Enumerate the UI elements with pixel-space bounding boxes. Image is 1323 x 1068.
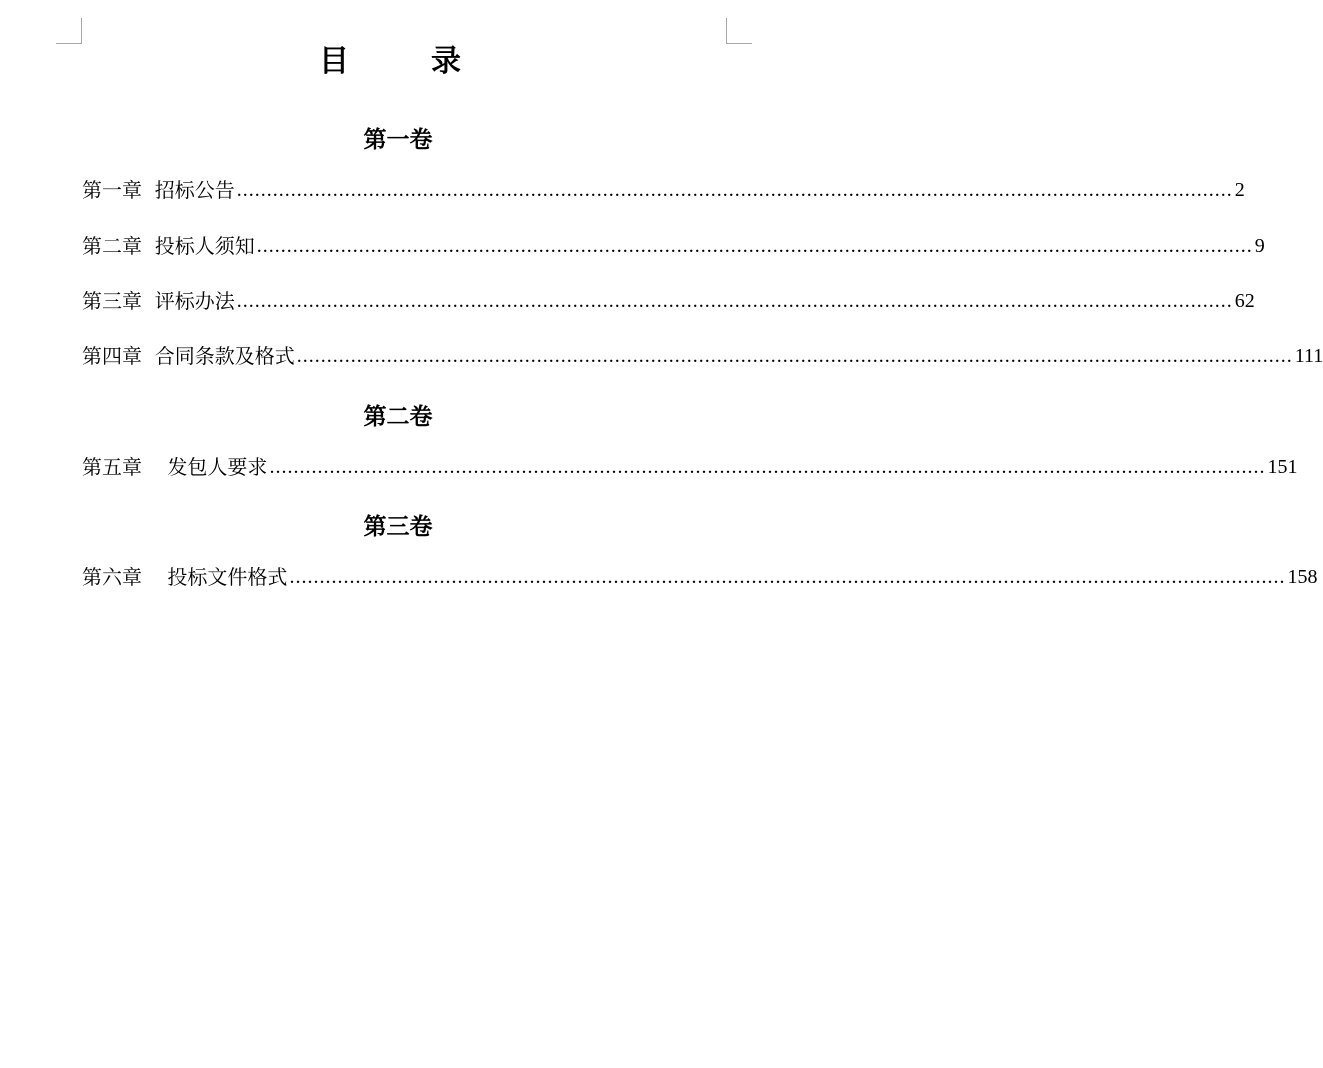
toc-dot-leader: ......................................................................................................................................................................	[269, 456, 1266, 478]
toc-dot-leader: ......................................................................................................................................................................	[236, 290, 1233, 312]
toc-entry[interactable]	[82, 453, 1298, 481]
toc-entry-label: 第五章 发包人要求	[82, 455, 268, 479]
toc-entry[interactable]	[82, 176, 1245, 204]
toc-entry-page: 158	[1287, 566, 1318, 588]
title-char-right: 录	[431, 44, 461, 79]
toc-entry-page: 111	[1294, 345, 1323, 367]
toc-dot-leader: ......................................................................................................................................................................	[289, 566, 1286, 588]
volume-heading-1: 第一卷	[363, 127, 433, 153]
toc-dot-leader: ......................................................................................................................................................................	[256, 235, 1253, 257]
volume-heading-2: 第二卷	[363, 404, 433, 430]
toc-entry[interactable]	[82, 563, 1318, 591]
toc-entry[interactable]	[82, 287, 1255, 315]
toc-entry[interactable]	[82, 342, 1323, 370]
toc-entry-label: 第一章 招标公告	[82, 178, 235, 202]
toc-entry[interactable]	[82, 232, 1265, 260]
page-title	[0, 36, 780, 80]
volume-heading-3: 第三卷	[363, 514, 433, 540]
toc-dot-leader: ......................................................................................................................................................................	[296, 345, 1293, 367]
toc-entry-page: 151	[1267, 456, 1298, 478]
toc-entry-page: 2	[1234, 179, 1245, 201]
toc-entry-label: 第六章 投标文件格式	[82, 565, 288, 589]
toc-entry-label: 第四章 合同条款及格式	[82, 344, 295, 368]
toc-entry-page: 62	[1234, 290, 1255, 312]
title-char-left: 目	[319, 44, 349, 79]
toc-dot-leader: ......................................................................................................................................................................	[236, 179, 1233, 201]
toc-entry-label: 第二章 投标人须知	[82, 234, 255, 258]
toc-entry-label: 第三章 评标办法	[82, 289, 235, 313]
toc-entry-page: 9	[1254, 235, 1265, 257]
